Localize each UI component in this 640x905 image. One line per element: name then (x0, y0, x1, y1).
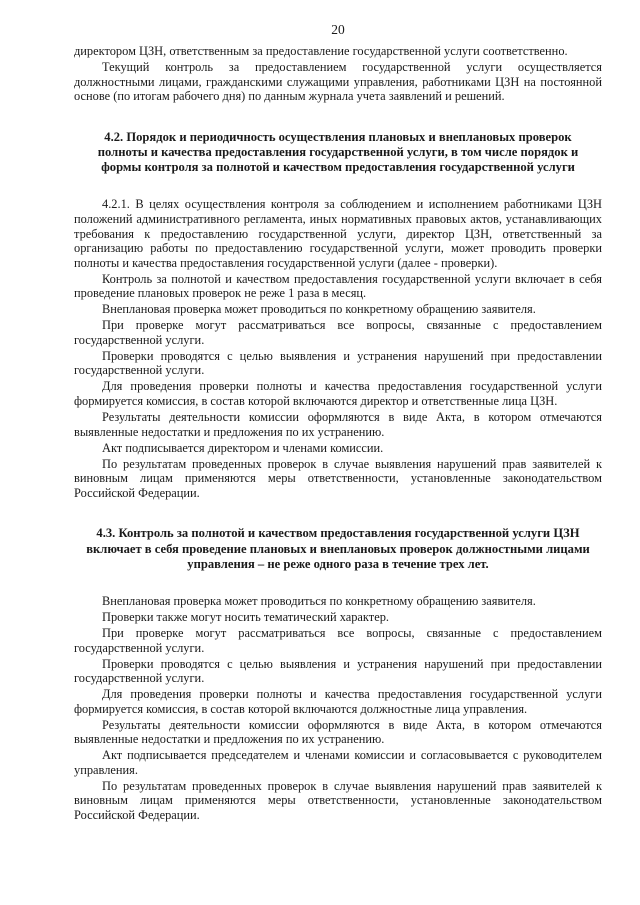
section-4-3-paragraph: При проверке могут рассматриваться все вопросы, связанные с предоставлением государственной услуги. (74, 625, 602, 655)
section-4-2-paragraph: Внеплановая проверка может проводиться по конкретному обращению заявителя. (102, 302, 536, 317)
section-4-2-paragraph: Результаты деятельности комиссии оформляются в виде Акта, в котором отмечаются выявленные недостатки и предложения по их устранению. (74, 410, 602, 439)
section-4-3-heading: 4.3. Контроль за полнотой и качеством предоставления государственной услуги ЦЗН включает в себя проведение плановых и внеплановых проверок должностными лицами управления – не реже одного раза в течение трех лет. (86, 526, 590, 571)
section-4-3-paragraph: Для проведения проверки полноты и качества предоставления государственной услуги формируется комиссия, в состав которой включаются должностные лица управления. (74, 687, 602, 716)
page-number: 20 (331, 22, 345, 37)
section-4-2-paragraph: Акт подписывается директором и членами комиссии. (102, 440, 384, 455)
section-4-2-paragraph: Контроль за полнотой и качеством предоставления государственной услуги включает в себя проведение плановых проверок не реже 1 раза в месяц. (74, 271, 602, 301)
section-4-2-heading: 4.2. Порядок и периодичность осуществления плановых и внеплановых проверок полноты и качества предоставления государственной услуги, в том числе порядок и формы контроля за полнотой и качеством предоставления государственной услуги (97, 129, 579, 175)
section-4-2-paragraph: По результатам проведенных проверок в случае выявления нарушений прав заявителей к виновным лицам применяются меры ответственности, установленные законодательством Российской Федерации. (74, 456, 602, 500)
section-4-2-paragraph: При проверке могут рассматриваться все вопросы, связанные с предоставлением государственной услуги. (74, 318, 602, 347)
section-4-3-paragraph: Внеплановая проверка может проводиться по конкретному обращению заявителя. (102, 593, 536, 608)
section-4-2-paragraph: Для проведения проверки полноты и качества предоставления государственной услуги формируется комиссия, в состав которой включаются директор и ответственные лица ЦЗН. (74, 379, 602, 409)
section-4-3-paragraph: Проверки проводятся с целью выявления и устранения нарушений при предоставлении государственной услуги. (74, 656, 602, 686)
section-4-3-paragraph: Акт подписывается председателем и членами комиссии и согласовывается с руководителем управления. (74, 748, 602, 777)
intro-paragraph-2: Текущий контроль за предоставлением государственной услуги осуществляется должностными лицами, гражданскими служащими управления, работниками ЦЗН на постоянной основе (по итогам рабочего дня) по данным журнала учета заявлений и решений. (74, 59, 602, 104)
section-4-3-paragraph: По результатам проведенных проверок в случае выявления нарушений прав заявителей к виновным лицам применяются меры ответственности, установленные законодательством Российской Федерации. (74, 778, 602, 823)
section-4-3-body (74, 594, 602, 823)
section-4-2-paragraph: Проверки проводятся с целью выявления и устранения нарушений при предоставлении государственной услуги. (74, 348, 602, 378)
section-4-2-paragraph: 4.2.1. В целях осуществления контроля за соблюдением и исполнением работниками ЦЗН положений административного регламента, иных нормативных правовых актов, устанавливающих требования к предоставлению государственной услуги, директор ЦЗН, ответственный за организацию работы по предоставлению государственной услуги, может проводить проверки полноты и качества предоставления государственной услуги (далее - проверки). (74, 197, 602, 270)
intro-paragraph-1: директором ЦЗН, ответственным за предоставление государственной услуги соответственно. (74, 44, 568, 58)
section-4-2-body (74, 197, 602, 500)
section-4-3-paragraph: Результаты деятельности комиссии оформляются в виде Акта, в котором отмечаются выявленные недостатки и предложения по их устранению. (74, 717, 602, 747)
section-4-3-paragraph: Проверки также могут носить тематический характер. (102, 609, 389, 624)
